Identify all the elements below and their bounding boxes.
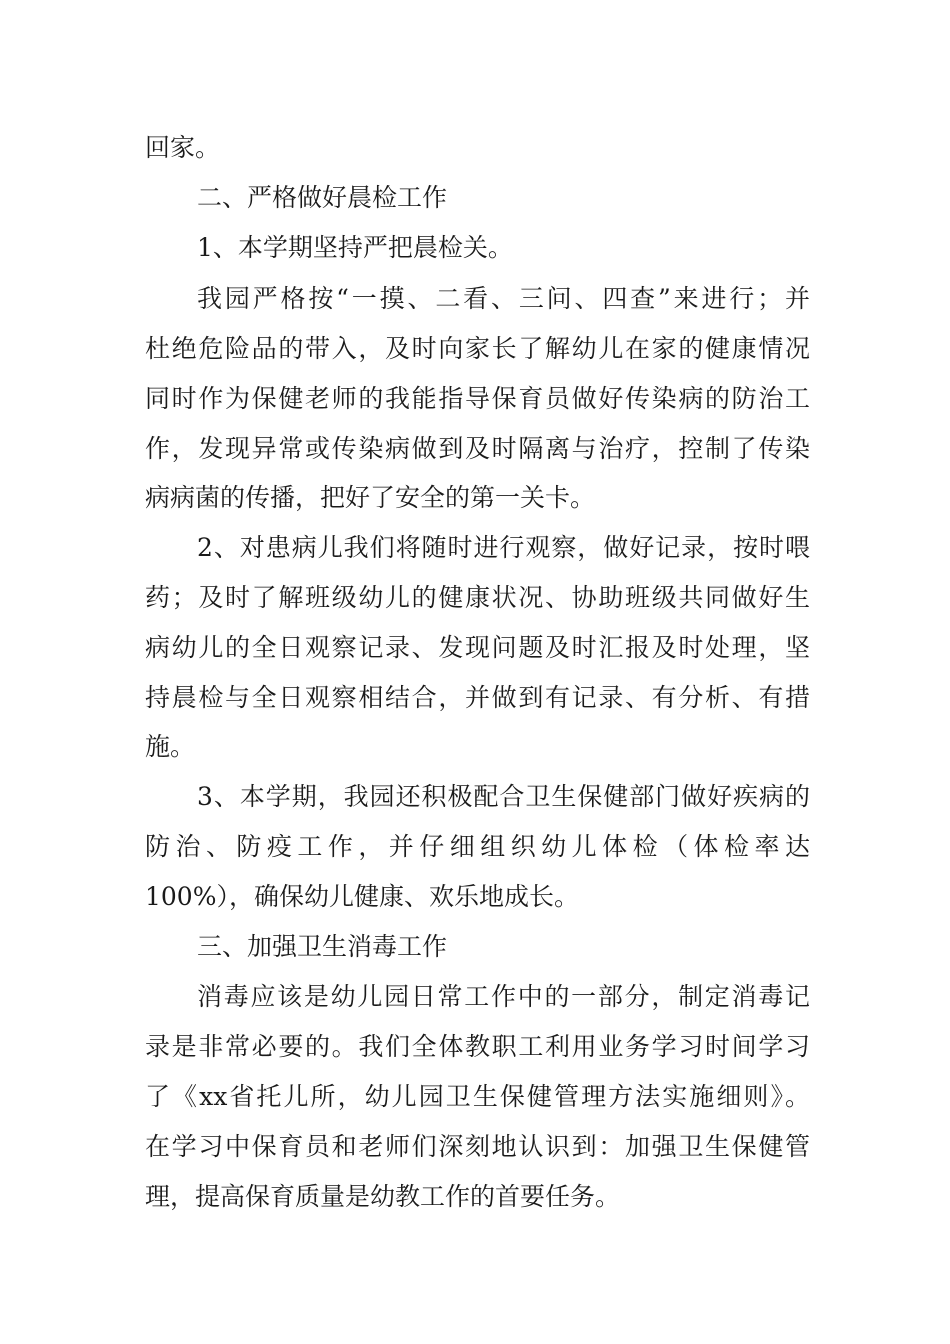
text-line: 病幼儿的全日观察记录、发现问题及时汇报及时处理，坚: [145, 633, 810, 662]
text-line: 3、本学期，我园还积极配合卫生保健部门做好疾病的: [197, 782, 810, 811]
text-line: 了《xx省托儿所，幼儿园卫生保健管理方法实施细则》。: [145, 1082, 810, 1111]
text-line: 理，提高保育质量是幼教工作的首要任务。: [145, 1182, 621, 1211]
text-line: 药；及时了解班级幼儿的健康状况、协助班级共同做好生: [145, 583, 810, 612]
section-heading: 二、严格做好晨检工作: [197, 183, 448, 212]
text-line: 施。: [145, 732, 196, 761]
text-line: 杜绝危险品的带入，及时向家长了解幼儿在家的健康情况: [145, 334, 810, 363]
text-line: 100%），确保幼儿健康、欢乐地成长。: [145, 882, 579, 911]
text-line: 同时作为保健老师的我能指导保育员做好传染病的防治工: [145, 384, 810, 413]
text-line: 消毒应该是幼儿园日常工作中的一部分，制定消毒记: [197, 982, 810, 1011]
section-heading: 三、加强卫生消毒工作: [197, 932, 448, 961]
text-line: 病病菌的传播，把好了安全的第一关卡。: [145, 483, 596, 512]
text-line: 防治、防疫工作，并仔细组织幼儿体检（体检率达: [145, 832, 810, 861]
text-line: 在学习中保育员和老师们深刻地认识到：加强卫生保健管: [145, 1132, 810, 1161]
text-line: 回家。: [145, 133, 221, 162]
text-line: 持晨检与全日观察相结合，并做到有记录、有分析、有措: [145, 683, 810, 712]
text-line: 我园严格按“一摸、二看、三问、四查”来进行；并: [197, 284, 810, 313]
item-heading: 1、本学期坚持严把晨检关。: [197, 233, 513, 262]
text-line: 录是非常必要的。我们全体教职工利用业务学习时间学习: [145, 1032, 810, 1061]
text-line: 作，发现异常或传染病做到及时隔离与治疗，控制了传染: [145, 434, 810, 463]
text-line: 2、对患病儿我们将随时进行观察，做好记录，按时喂: [197, 533, 810, 562]
